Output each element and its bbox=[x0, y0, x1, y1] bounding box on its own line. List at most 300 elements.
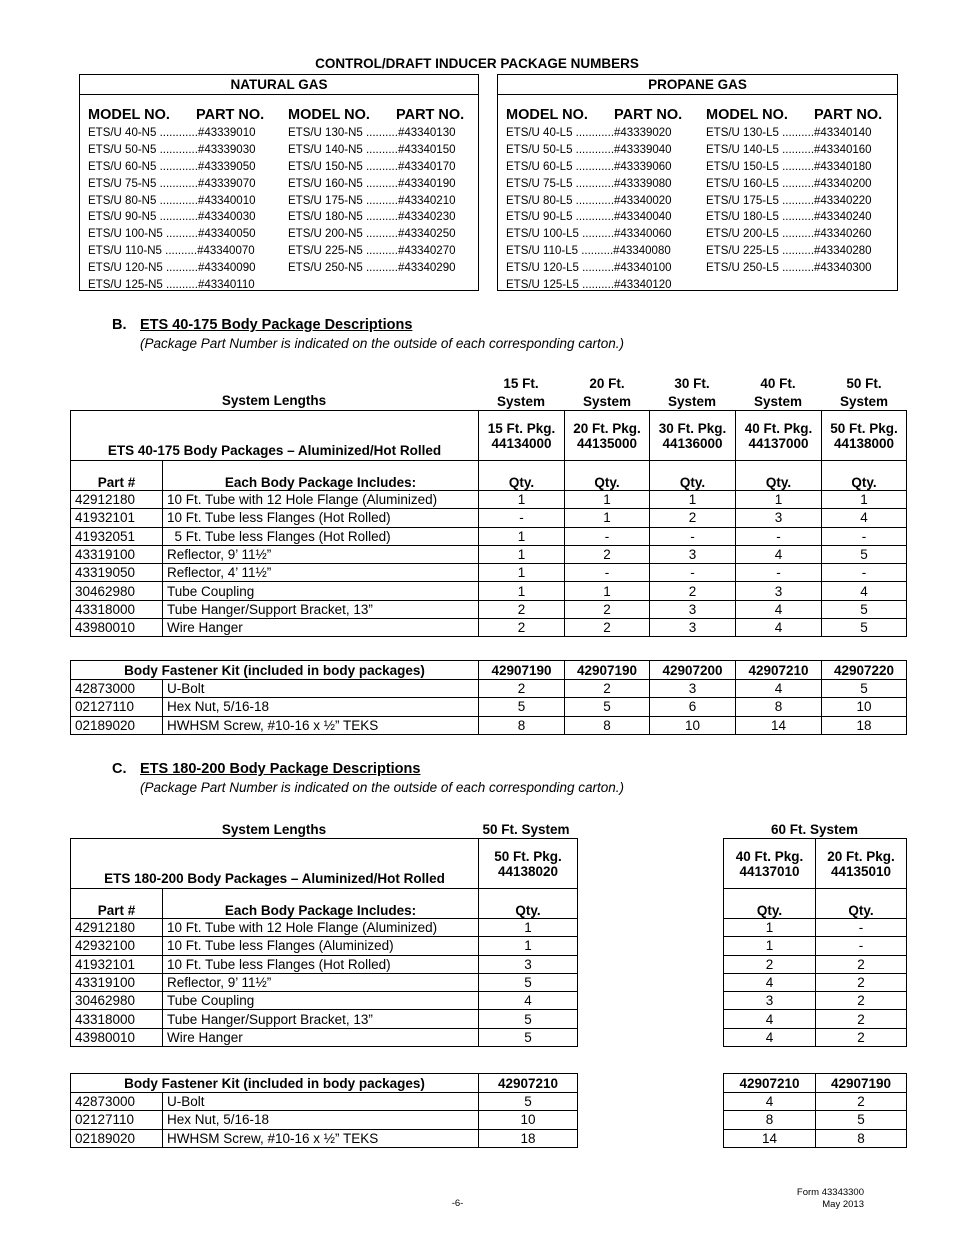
control-row bbox=[88, 142, 278, 159]
c-system-lengths-label: System Lengths bbox=[221, 822, 327, 837]
propane-gas-box bbox=[497, 74, 898, 291]
model-no-header: MODEL NO. bbox=[288, 107, 370, 123]
qty-cell: - bbox=[565, 527, 650, 545]
table-row bbox=[724, 973, 907, 991]
qty-cell: - bbox=[479, 509, 565, 527]
part-number: #43339080 bbox=[614, 177, 672, 190]
part-number: #43340150 bbox=[397, 143, 456, 156]
b-pkg-40: 40 Ft. Pkg. 44137000 bbox=[736, 411, 822, 461]
description-cell: 10 Ft. Tube less Flanges (Hot Rolled) bbox=[163, 509, 479, 527]
table-row bbox=[71, 992, 578, 1010]
control-row bbox=[88, 176, 278, 193]
part-number: #43339040 bbox=[614, 143, 672, 156]
qty-cell: 14 bbox=[736, 716, 822, 734]
qty-cell: 8 bbox=[736, 698, 822, 716]
qty-cell: 2 bbox=[650, 582, 736, 600]
model-number: ETS/U 80-N5 ............ bbox=[88, 194, 198, 207]
model-number: ETS/U 125-L5 .......... bbox=[506, 279, 615, 292]
control-row bbox=[506, 226, 696, 243]
section-c-60ft-table bbox=[723, 838, 907, 1047]
part-number: #43340100 bbox=[614, 262, 672, 275]
part-number: #43340290 bbox=[397, 262, 456, 275]
qty-cell: 2 bbox=[816, 955, 907, 973]
section-c-title: ETS 180-200 Body Package Descriptions bbox=[140, 761, 421, 777]
qty-cell: - bbox=[822, 564, 907, 582]
c-kit-part-50: 42907210 bbox=[479, 1074, 578, 1093]
model-number: ETS/U 175-N5 .......... bbox=[288, 194, 398, 207]
description-cell: 10 Ft. Tube less Flanges (Aluminized) bbox=[163, 937, 479, 955]
part-number-cell: 43318000 bbox=[71, 600, 163, 618]
b-pkg-20: 20 Ft. Pkg. 44135000 bbox=[565, 411, 650, 461]
model-number: ETS/U 50-N5 ............ bbox=[88, 143, 198, 156]
control-row bbox=[706, 125, 896, 142]
qty-cell: 5 bbox=[822, 619, 907, 637]
qty-cell: 5 bbox=[822, 680, 907, 698]
qty-cell: 4 bbox=[479, 992, 578, 1010]
part-number-cell: 02127110 bbox=[71, 1111, 163, 1129]
c-includes-header: Each Body Package Includes: bbox=[163, 889, 479, 919]
qty-cell: 3 bbox=[650, 600, 736, 618]
c-pkg-50: 50 Ft. Pkg. 44138020 bbox=[479, 839, 578, 889]
description-cell: U-Bolt bbox=[163, 680, 479, 698]
model-number: ETS/U 130-L5 .......... bbox=[706, 127, 815, 139]
b-qty-header: Qty. bbox=[650, 461, 736, 491]
control-row bbox=[288, 125, 478, 142]
control-row bbox=[88, 226, 278, 243]
table-row bbox=[724, 1111, 907, 1129]
control-row bbox=[288, 193, 478, 210]
b-qty-header: Qty. bbox=[479, 461, 565, 491]
model-number: ETS/U 60-N5 ............ bbox=[88, 160, 198, 173]
footer-page-number: -6- bbox=[451, 1198, 464, 1209]
section-c-letter: C. bbox=[112, 761, 127, 777]
c-qty-header: Qty. bbox=[479, 889, 578, 919]
b-package-label: ETS 40-175 Body Packages – Aluminized/Hot Rolled bbox=[71, 411, 479, 461]
control-row bbox=[88, 193, 278, 210]
description-cell: Tube Hanger/Support Bracket, 13” bbox=[163, 600, 479, 618]
part-number: #43340210 bbox=[397, 194, 456, 207]
control-row bbox=[506, 193, 696, 210]
table-row bbox=[71, 1028, 578, 1046]
part-number: #43340280 bbox=[814, 245, 872, 258]
part-number: #43340250 bbox=[397, 228, 456, 241]
c-qty-header: Qty. bbox=[724, 889, 816, 919]
part-number: #43340030 bbox=[197, 211, 256, 224]
model-number: ETS/U 130-N5 .......... bbox=[288, 127, 398, 139]
table-row bbox=[71, 919, 578, 937]
description-cell: Hex Nut, 5/16-18 bbox=[163, 698, 479, 716]
model-number: ETS/U 80-L5 ............ bbox=[506, 194, 615, 207]
table-row bbox=[724, 919, 907, 937]
qty-cell: 4 bbox=[724, 973, 816, 991]
qty-cell: 5 bbox=[479, 698, 565, 716]
table-row bbox=[71, 955, 578, 973]
c-kit-label: Body Fastener Kit (included in body packages) bbox=[71, 1074, 479, 1093]
control-row bbox=[288, 226, 478, 243]
model-number: ETS/U 200-N5 .......... bbox=[288, 228, 398, 241]
table-row bbox=[724, 955, 907, 973]
part-number: #43340140 bbox=[814, 127, 872, 139]
description-cell: 10 Ft. Tube with 12 Hole Flange (Aluminized) bbox=[163, 491, 479, 509]
control-table-title: CONTROL/DRAFT INDUCER PACKAGE NUMBERS bbox=[315, 56, 639, 71]
part-number-cell: 42873000 bbox=[71, 1093, 163, 1111]
qty-cell: - bbox=[736, 527, 822, 545]
b-kit-label: Body Fastener Kit (included in body packages) bbox=[71, 661, 479, 680]
table-row bbox=[71, 509, 907, 527]
qty-cell: 3 bbox=[736, 509, 822, 527]
part-number: #43340230 bbox=[397, 211, 456, 224]
control-column-header bbox=[506, 105, 696, 125]
part-number-cell: 02127110 bbox=[71, 698, 163, 716]
model-number: ETS/U 180-L5 .......... bbox=[706, 211, 815, 224]
qty-cell: 4 bbox=[724, 1010, 816, 1028]
qty-cell: 2 bbox=[565, 619, 650, 637]
part-no-header: PART NO. bbox=[196, 107, 265, 123]
model-no-header: MODEL NO. bbox=[88, 107, 170, 123]
control-row bbox=[88, 260, 278, 277]
part-number: #43340260 bbox=[814, 228, 872, 241]
b-kit-part: 42907200 bbox=[650, 661, 736, 680]
section-b-letter: B. bbox=[112, 317, 127, 333]
b-includes-header: Each Body Package Includes: bbox=[163, 461, 479, 491]
model-number: ETS/U 120-N5 .......... bbox=[88, 262, 198, 275]
part-number: #43339030 bbox=[197, 143, 256, 156]
qty-cell: 2 bbox=[565, 545, 650, 563]
part-number: #43340220 bbox=[814, 194, 872, 207]
part-number: #43340160 bbox=[814, 143, 872, 156]
qty-cell: 3 bbox=[479, 955, 578, 973]
model-number: ETS/U 100-L5 .......... bbox=[506, 228, 615, 241]
b-system-lengths-label: System Lengths bbox=[221, 393, 327, 408]
control-row bbox=[88, 277, 278, 294]
b-system-header: 50 Ft. System bbox=[839, 376, 889, 409]
section-c-subtitle: (Package Part Number is indicated on the outside of each corresponding carton.) bbox=[140, 780, 625, 795]
table-row bbox=[71, 973, 578, 991]
control-column-header bbox=[288, 105, 478, 125]
c-pkg-20: 20 Ft. Pkg. 44135010 bbox=[816, 839, 907, 889]
qty-cell: 4 bbox=[736, 619, 822, 637]
part-no-header: PART NO. bbox=[614, 107, 683, 123]
control-row bbox=[288, 176, 478, 193]
qty-cell: 2 bbox=[816, 1093, 907, 1111]
model-number: ETS/U 60-L5 ............ bbox=[506, 160, 615, 173]
part-number: #43340080 bbox=[613, 245, 671, 258]
control-row bbox=[88, 243, 278, 260]
part-number: #43340060 bbox=[614, 228, 672, 241]
c-kit-part-40: 42907210 bbox=[724, 1074, 816, 1093]
qty-cell: 1 bbox=[565, 582, 650, 600]
table-row bbox=[71, 545, 907, 563]
qty-cell: 1 bbox=[724, 919, 816, 937]
table-row bbox=[71, 491, 907, 509]
control-row bbox=[706, 209, 896, 226]
model-number: ETS/U 150-N5 .......... bbox=[288, 160, 398, 173]
qty-cell: - bbox=[816, 919, 907, 937]
qty-cell: 2 bbox=[565, 680, 650, 698]
b-qty-header: Qty. bbox=[736, 461, 822, 491]
qty-cell: 14 bbox=[724, 1129, 816, 1147]
part-number-cell: 41932051 bbox=[71, 527, 163, 545]
model-number: ETS/U 75-L5 ............ bbox=[506, 177, 615, 190]
b-kit-part: 42907220 bbox=[822, 661, 907, 680]
table-row bbox=[71, 1129, 578, 1147]
qty-cell: 4 bbox=[736, 600, 822, 618]
part-number-cell: 41932101 bbox=[71, 509, 163, 527]
part-number-cell: 30462980 bbox=[71, 582, 163, 600]
model-number: ETS/U 150-L5 .......... bbox=[706, 160, 815, 173]
part-number-cell: 42912180 bbox=[71, 491, 163, 509]
description-cell: 10 Ft. Tube with 12 Hole Flange (Aluminized) bbox=[163, 919, 479, 937]
qty-cell: 1 bbox=[479, 937, 578, 955]
natural-gas-box bbox=[79, 74, 479, 291]
qty-cell: 2 bbox=[650, 509, 736, 527]
qty-cell: 2 bbox=[816, 973, 907, 991]
part-no-header: PART NO. bbox=[396, 107, 465, 123]
part-number: #43340010 bbox=[197, 194, 256, 207]
qty-cell: 18 bbox=[822, 716, 907, 734]
control-row bbox=[706, 176, 896, 193]
model-number: ETS/U 125-N5 .......... bbox=[88, 279, 198, 292]
qty-cell: - bbox=[736, 564, 822, 582]
table-row bbox=[71, 680, 907, 698]
qty-cell: 5 bbox=[822, 545, 907, 563]
table-row bbox=[71, 698, 907, 716]
qty-cell: 4 bbox=[822, 582, 907, 600]
qty-cell: 2 bbox=[816, 992, 907, 1010]
b-qty-header: Qty. bbox=[565, 461, 650, 491]
control-row bbox=[706, 243, 896, 260]
table-row bbox=[71, 582, 907, 600]
part-no-header: PART NO. bbox=[814, 107, 883, 123]
qty-cell: 4 bbox=[724, 1093, 816, 1111]
qty-cell: 3 bbox=[650, 545, 736, 563]
qty-cell: 8 bbox=[724, 1111, 816, 1129]
control-row bbox=[288, 209, 478, 226]
part-number: #43340300 bbox=[814, 262, 872, 275]
model-number: ETS/U 100-N5 .......... bbox=[88, 228, 198, 241]
qty-cell: 1 bbox=[479, 545, 565, 563]
description-cell: 5 Ft. Tube less Flanges (Hot Rolled) bbox=[163, 527, 479, 545]
model-number: ETS/U 110-L5 .......... bbox=[506, 245, 614, 258]
description-cell: Reflector, 9’ 11½” bbox=[163, 973, 479, 991]
description-cell: Tube Hanger/Support Bracket, 13” bbox=[163, 1010, 479, 1028]
model-number: ETS/U 140-N5 .......... bbox=[288, 143, 398, 156]
part-number: #43340050 bbox=[197, 228, 256, 241]
qty-cell: 3 bbox=[736, 582, 822, 600]
part-number-cell: 43318000 bbox=[71, 1010, 163, 1028]
section-b-kit-table bbox=[70, 660, 907, 735]
qty-cell: - bbox=[816, 937, 907, 955]
description-cell: HWHSM Screw, #10-16 x ½” TEKS bbox=[163, 716, 479, 734]
model-no-header: MODEL NO. bbox=[706, 107, 788, 123]
b-pkg-15: 15 Ft. Pkg. 44134000 bbox=[479, 411, 565, 461]
description-cell: Reflector, 4’ 11½” bbox=[163, 564, 479, 582]
b-pkg-50: 50 Ft. Pkg. 44138000 bbox=[822, 411, 907, 461]
model-number: ETS/U 200-L5 .......... bbox=[706, 228, 815, 241]
model-number: ETS/U 120-L5 .......... bbox=[506, 262, 615, 275]
qty-cell: 10 bbox=[650, 716, 736, 734]
qty-cell: 1 bbox=[565, 509, 650, 527]
table-row bbox=[71, 600, 907, 618]
qty-cell: 18 bbox=[479, 1129, 578, 1147]
natural-left-column bbox=[88, 105, 278, 294]
b-qty-header: Qty. bbox=[822, 461, 907, 491]
qty-cell: 10 bbox=[479, 1111, 578, 1129]
description-cell: Reflector, 9’ 11½” bbox=[163, 545, 479, 563]
part-number-cell: 42932100 bbox=[71, 937, 163, 955]
c-60ft-system: 60 Ft. System bbox=[770, 822, 859, 837]
part-number: #43339020 bbox=[614, 127, 672, 139]
table-row bbox=[724, 1129, 907, 1147]
qty-cell: 5 bbox=[479, 1010, 578, 1028]
qty-cell: 2 bbox=[479, 600, 565, 618]
part-number-cell: 30462980 bbox=[71, 992, 163, 1010]
model-number: ETS/U 225-N5 .......... bbox=[288, 245, 398, 258]
c-part-header: Part # bbox=[71, 889, 163, 919]
table-row bbox=[724, 1093, 907, 1111]
qty-cell: 5 bbox=[822, 600, 907, 618]
qty-cell: 1 bbox=[479, 919, 578, 937]
b-kit-part: 42907190 bbox=[565, 661, 650, 680]
table-row bbox=[71, 527, 907, 545]
control-row bbox=[706, 142, 896, 159]
control-row bbox=[88, 125, 278, 142]
part-number-cell: 43980010 bbox=[71, 1028, 163, 1046]
natural-right-column bbox=[288, 105, 478, 277]
part-number: #43340020 bbox=[614, 194, 672, 207]
table-row bbox=[71, 1093, 578, 1111]
c-package-label: ETS 180-200 Body Packages – Aluminized/Hot Rolled bbox=[71, 839, 479, 889]
section-b-title: ETS 40-175 Body Package Descriptions bbox=[140, 317, 413, 333]
control-row bbox=[288, 260, 478, 277]
part-number: #43340190 bbox=[397, 177, 456, 190]
b-system-header: 30 Ft. System bbox=[667, 376, 717, 409]
c-kit-part-20: 42907190 bbox=[816, 1074, 907, 1093]
model-number: ETS/U 160-L5 .......... bbox=[706, 177, 815, 190]
qty-cell: 2 bbox=[479, 680, 565, 698]
part-number-cell: 43319100 bbox=[71, 545, 163, 563]
section-c-kit-table bbox=[70, 1073, 578, 1148]
part-number-cell: 02189020 bbox=[71, 1129, 163, 1147]
b-part-header: Part # bbox=[71, 461, 163, 491]
part-number-cell: 43980010 bbox=[71, 619, 163, 637]
model-number: ETS/U 40-N5 ............ bbox=[88, 127, 198, 139]
description-cell: Wire Hanger bbox=[163, 1028, 479, 1046]
part-number-cell: 42912180 bbox=[71, 919, 163, 937]
b-system-header: 20 Ft. System bbox=[582, 376, 632, 409]
qty-cell: 1 bbox=[479, 564, 565, 582]
part-number: #43339070 bbox=[197, 177, 256, 190]
qty-cell: 2 bbox=[816, 1010, 907, 1028]
part-number: #43340130 bbox=[397, 127, 456, 139]
part-number: #43339060 bbox=[614, 160, 672, 173]
model-number: ETS/U 250-N5 .......... bbox=[288, 262, 398, 275]
model-number: ETS/U 175-L5 .......... bbox=[706, 194, 815, 207]
description-cell: Tube Coupling bbox=[163, 992, 479, 1010]
control-column-header bbox=[88, 105, 278, 125]
control-row bbox=[288, 159, 478, 176]
control-row bbox=[288, 142, 478, 159]
table-row bbox=[71, 619, 907, 637]
control-row bbox=[706, 260, 896, 277]
qty-cell: 5 bbox=[565, 698, 650, 716]
model-no-header: MODEL NO. bbox=[506, 107, 588, 123]
qty-cell: 1 bbox=[724, 937, 816, 955]
natural-gas-heading: NATURAL GAS bbox=[80, 75, 478, 95]
section-c-table bbox=[70, 838, 578, 1047]
qty-cell: - bbox=[650, 564, 736, 582]
control-row bbox=[506, 209, 696, 226]
part-number: #43339010 bbox=[197, 127, 256, 139]
qty-cell: 4 bbox=[724, 1028, 816, 1046]
part-number: #43340090 bbox=[197, 262, 256, 275]
footer-form-number: Form 43343300 bbox=[796, 1187, 864, 1198]
part-number: #43340040 bbox=[614, 211, 672, 224]
qty-cell: 2 bbox=[816, 1028, 907, 1046]
table-row bbox=[71, 937, 578, 955]
b-pkg-30: 30 Ft. Pkg. 44136000 bbox=[650, 411, 736, 461]
qty-cell: 2 bbox=[479, 619, 565, 637]
qty-cell: 6 bbox=[650, 698, 736, 716]
control-row bbox=[506, 125, 696, 142]
part-number: #43340110 bbox=[197, 279, 255, 292]
part-number-cell: 43319050 bbox=[71, 564, 163, 582]
control-row bbox=[88, 159, 278, 176]
qty-cell: 1 bbox=[479, 527, 565, 545]
qty-cell: - bbox=[650, 527, 736, 545]
part-number: #43340180 bbox=[814, 160, 872, 173]
model-number: ETS/U 160-N5 .......... bbox=[288, 177, 398, 190]
b-kit-part: 42907190 bbox=[479, 661, 565, 680]
propane-gas-heading: PROPANE GAS bbox=[498, 75, 897, 95]
description-cell: U-Bolt bbox=[163, 1093, 479, 1111]
model-number: ETS/U 50-L5 ............ bbox=[506, 143, 615, 156]
qty-cell: 8 bbox=[565, 716, 650, 734]
description-cell: Hex Nut, 5/16-18 bbox=[163, 1111, 479, 1129]
model-number: ETS/U 40-L5 ............ bbox=[506, 127, 615, 139]
control-row bbox=[706, 226, 896, 243]
qty-cell: - bbox=[822, 527, 907, 545]
part-number: #43340270 bbox=[397, 245, 456, 258]
qty-cell: 1 bbox=[479, 582, 565, 600]
control-row bbox=[288, 243, 478, 260]
qty-cell: 3 bbox=[724, 992, 816, 1010]
qty-cell: 3 bbox=[650, 680, 736, 698]
b-system-header: 40 Ft. System bbox=[753, 376, 803, 409]
qty-cell: 1 bbox=[822, 491, 907, 509]
table-row bbox=[724, 1010, 907, 1028]
section-b-table bbox=[70, 410, 907, 637]
control-row bbox=[706, 193, 896, 210]
part-number: #43340120 bbox=[614, 279, 672, 292]
qty-cell: 2 bbox=[565, 600, 650, 618]
control-row bbox=[706, 159, 896, 176]
qty-cell: 3 bbox=[650, 619, 736, 637]
part-number-cell: 42873000 bbox=[71, 680, 163, 698]
control-row bbox=[506, 243, 696, 260]
table-row bbox=[724, 992, 907, 1010]
description-cell: Tube Coupling bbox=[163, 582, 479, 600]
qty-cell: 1 bbox=[479, 491, 565, 509]
control-row bbox=[506, 159, 696, 176]
table-row bbox=[724, 937, 907, 955]
part-number: #43340070 bbox=[197, 245, 255, 258]
c-50ft-system: 50 Ft. System bbox=[482, 822, 570, 837]
model-number: ETS/U 180-N5 .......... bbox=[288, 211, 398, 224]
table-row bbox=[71, 1010, 578, 1028]
part-number: #43340240 bbox=[814, 211, 872, 224]
description-cell: Wire Hanger bbox=[163, 619, 479, 637]
